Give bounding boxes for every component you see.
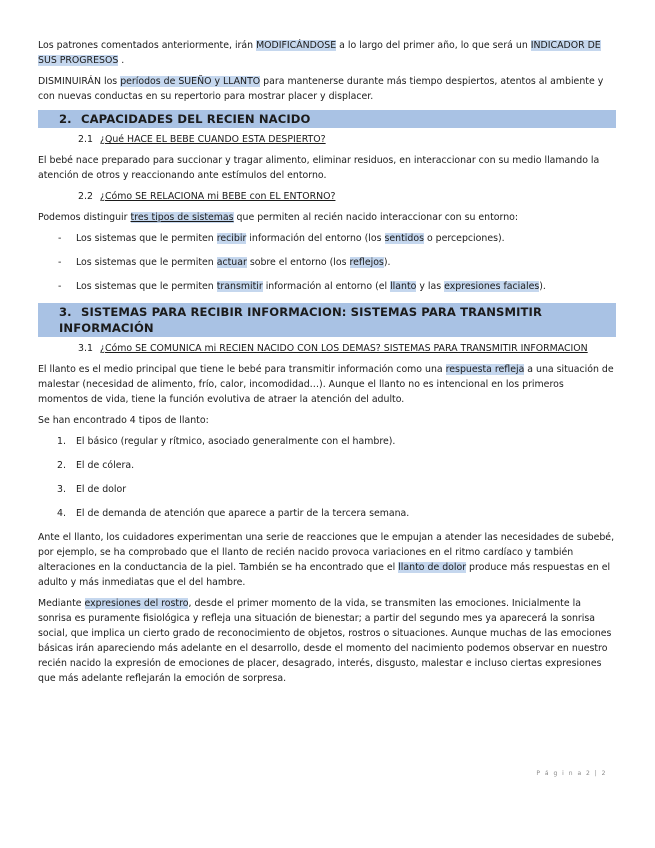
highlight-tres-tipos: tres tipos de sistemas <box>130 212 234 223</box>
text: Los sistemas que le permiten <box>76 233 217 244</box>
subsection-3-1-heading <box>78 341 616 356</box>
crying-types-list <box>38 434 616 521</box>
caregivers-paragraph <box>38 530 616 590</box>
subsection-number: 2.2 <box>78 191 93 202</box>
text: Los patrones comentados anteriormente, irán <box>38 40 257 51</box>
intro-paragraph-2 <box>38 74 616 104</box>
highlight: recibir <box>216 233 247 244</box>
item-text: El de cólera. <box>76 460 135 471</box>
highlight-indicador: INDICADOR DE SUS PROGRESOS <box>38 40 601 66</box>
item-number: 2. <box>57 460 66 471</box>
section-title: SISTEMAS PARA RECIBIR INFORMACION: SISTEMAS PARA TRANSMITIR INFORMACIÓN <box>59 305 542 335</box>
list-item <box>38 231 616 246</box>
highlight: transmitir <box>216 281 263 292</box>
highlight-llanto-dolor: llanto de dolor <box>398 562 467 573</box>
section-number: 2. <box>59 112 72 126</box>
item-text: El de demanda de atención que aparece a partir de la tercera semana. <box>76 508 410 519</box>
highlight: actuar <box>216 257 247 268</box>
text: Podemos distinguir <box>38 212 131 223</box>
text: sobre el entorno (los <box>246 257 350 268</box>
text: ). <box>383 257 391 268</box>
text: produce más respuestas en el adulto y más inmediatas que el del hambre. <box>38 562 611 588</box>
section-2-heading <box>38 110 616 128</box>
subsection-number: 3.1 <box>78 343 93 354</box>
section-title: CAPACIDADES DEL RECIEN NACIDO <box>81 112 311 126</box>
crying-types-intro: Se han encontrado 4 tipos de llanto: <box>38 415 209 426</box>
highlight-respuesta-refleja: respuesta refleja <box>445 364 525 375</box>
highlight-expresiones-rostro: expresiones del rostro <box>84 598 189 609</box>
document-page <box>38 38 616 692</box>
intro-paragraph-1 <box>38 38 616 68</box>
text: información del entorno (los <box>246 233 385 244</box>
text: ). <box>539 281 546 292</box>
subsection-title: ¿Cómo SE RELACIONA mi BEBE con EL ENTORNO? <box>100 191 336 202</box>
text: a una situación de malestar (necesidad de alimento, frío, calor, incomodidad…). Aunque el llanto no es intencional en los primeros momentos de vida, tiene la función evolutiva de atraer la atención del adulto. <box>38 364 614 405</box>
subsection-title: ¿Cómo SE COMUNICA mi RECIEN NACIDO CON LOS DEMAS? SISTEMAS PARA TRANSMITIR INFORMACION <box>100 343 588 354</box>
text: para mantenerse durante más tiempo despiertos, atentos al ambiente y con nuevas conductas en su repertorio para mostrar placer y displacer. <box>38 76 604 102</box>
text: , desde el primer momento de la vida, se transmiten las emociones. Inicialmente la sonrisa es puramente fisiológica y refleja una situación de bienestar; a partir del segundo mes ya aparecerá la sonrisa social, que implica un cierto grado de reconocimiento de objetos, rostros o situaciones. Aunque muchas de las emociones básicas irán apareciendo más adelante en el desarrollo, desde el momento del nacimiento podemos observar en nuestro recién nacido la expresión de emociones de placer, desagrado, interés, disgusto, malestar e incluso ciertas expresiones que más adelante reflejarán la emoción de sorpresa. <box>38 598 612 684</box>
text: Ante el llanto, los cuidadores experimentan una serie de reacciones que le empujan a atender las necesidades de subebé, por ejemplo, se ha comprobado que el llanto de recién nacido provoca variaciones en el ritmo cardíaco y también alteraciones en la conductancia de la piel. También se ha encontrado que el <box>38 532 615 573</box>
list-item <box>38 482 616 497</box>
subsection-2-2-text <box>38 210 616 225</box>
highlight: reflejos <box>349 257 384 268</box>
item-number: 1. <box>57 436 66 447</box>
item-number: 4. <box>57 508 66 519</box>
text: que permiten al recién nacido interaccionar con su entorno: <box>233 212 519 223</box>
list-item <box>38 458 616 473</box>
list-item <box>38 506 616 521</box>
item-text: El básico (regular y rítmico, asociado generalmente con el hambre). <box>76 436 396 447</box>
text: a lo largo del primer año, lo que será un <box>336 40 531 51</box>
text: El llanto es el medio principal que tiene le bebé para transmitir información como una <box>38 364 446 375</box>
highlight-modificandose: MODIFICÁNDOSE <box>256 40 337 51</box>
text: información al entorno (el <box>262 281 391 292</box>
subsection-2-1-text: El bebé nace preparado para succionar y tragar alimento, eliminar residuos, en interaccionar con su medio llamando la atención de otros y reaccionando ante estímulos del entorno. <box>38 155 600 181</box>
systems-list <box>38 231 616 294</box>
item-number: 3. <box>57 484 66 495</box>
expressions-paragraph <box>38 596 616 686</box>
list-item <box>38 255 616 270</box>
text: DISMINUIRÁN los <box>38 76 121 87</box>
text: Los sistemas que le permiten <box>76 257 217 268</box>
highlight-periodos: períodos de SUEÑO y LLANTO <box>120 76 261 87</box>
section-number: 3. <box>59 305 72 319</box>
list-item <box>38 434 616 449</box>
subsection-title: ¿Qué HACE EL BEBE CUANDO ESTA DESPIERTO? <box>100 134 326 145</box>
list-item <box>38 279 616 294</box>
subsection-number: 2.1 <box>78 134 93 145</box>
section-3-heading <box>38 303 616 337</box>
subsection-2-2-heading <box>78 189 616 204</box>
highlight: sentidos <box>384 233 424 244</box>
text: . <box>118 55 125 66</box>
text: o percepciones). <box>423 233 505 244</box>
text: y las <box>416 281 445 292</box>
text: Mediante <box>38 598 85 609</box>
item-text: El de dolor <box>76 484 127 495</box>
crying-paragraph <box>38 362 616 407</box>
subsection-2-1-heading <box>78 132 616 147</box>
highlight: expresiones faciales <box>444 281 540 292</box>
page-number: P á g i n a 2 | 2 <box>536 770 607 777</box>
text: Los sistemas que le permiten <box>76 281 217 292</box>
highlight: llanto <box>390 281 417 292</box>
